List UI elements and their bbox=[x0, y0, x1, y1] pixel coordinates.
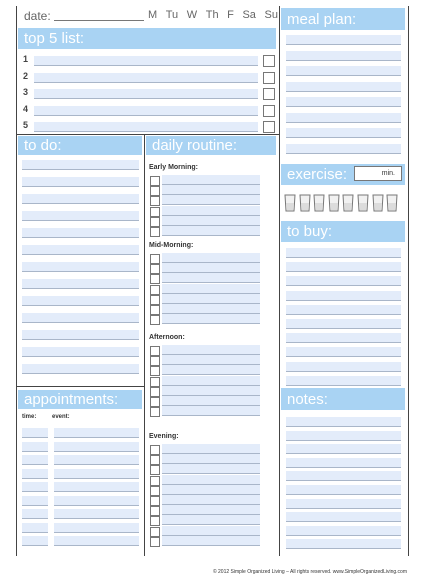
appointments-event-label: event: bbox=[52, 414, 70, 420]
notes-line[interactable] bbox=[286, 499, 401, 509]
routine-line[interactable] bbox=[162, 406, 260, 416]
routine-checkbox[interactable] bbox=[150, 506, 160, 516]
routine-section-label: Early Morning: bbox=[149, 164, 199, 171]
appointment-time-line[interactable] bbox=[22, 509, 48, 519]
routine-header: daily routine: bbox=[146, 136, 276, 155]
appointment-time-line[interactable] bbox=[22, 496, 48, 506]
top5-checkbox[interactable] bbox=[263, 121, 275, 133]
footer-copyright: © 2012 Simple Organized Living – All rights reserved. www.SimpleOrganizedLiving.com bbox=[212, 569, 407, 575]
top5-header: top 5 list: bbox=[18, 28, 276, 49]
routine-line[interactable] bbox=[162, 195, 260, 205]
routine-checkbox[interactable] bbox=[150, 527, 160, 537]
appointment-time-line[interactable] bbox=[22, 523, 48, 533]
routine-line[interactable] bbox=[162, 475, 260, 485]
to-buy-line[interactable] bbox=[286, 319, 401, 329]
appointment-time-line[interactable] bbox=[22, 469, 48, 479]
top5-checkbox[interactable] bbox=[263, 88, 275, 100]
to-buy-line[interactable] bbox=[286, 362, 401, 372]
routine-checkbox[interactable] bbox=[150, 254, 160, 264]
top5-line[interactable] bbox=[34, 56, 258, 66]
day-tuesday[interactable]: Tu bbox=[165, 9, 179, 21]
todo-line[interactable] bbox=[22, 177, 139, 187]
routine-line[interactable] bbox=[162, 396, 260, 406]
routine-checkbox[interactable] bbox=[150, 295, 160, 305]
todo-line[interactable] bbox=[22, 245, 139, 255]
todo-line[interactable] bbox=[22, 296, 139, 306]
appointment-event-line[interactable] bbox=[54, 496, 139, 506]
appointment-event-line[interactable] bbox=[54, 442, 139, 452]
routine-line[interactable] bbox=[162, 185, 260, 195]
meal-plan-line[interactable] bbox=[286, 51, 401, 61]
routine-checkbox[interactable] bbox=[150, 486, 160, 496]
meal-plan-line[interactable] bbox=[286, 97, 401, 107]
top5-bottom-rule bbox=[17, 134, 279, 135]
routine-line[interactable] bbox=[162, 495, 260, 505]
routine-line[interactable] bbox=[162, 536, 260, 546]
appointment-time-line[interactable] bbox=[22, 482, 48, 492]
to-buy-line[interactable] bbox=[286, 248, 401, 258]
routine-checkbox[interactable] bbox=[150, 476, 160, 486]
appointment-event-line[interactable] bbox=[54, 509, 139, 519]
routine-line[interactable] bbox=[162, 485, 260, 495]
routine-checkbox[interactable] bbox=[150, 397, 160, 407]
routine-checkbox[interactable] bbox=[150, 176, 160, 186]
routine-line[interactable] bbox=[162, 365, 260, 375]
water-glass-icon[interactable] bbox=[328, 194, 340, 212]
meal-plan-line[interactable] bbox=[286, 82, 401, 92]
exercise-minutes-field[interactable] bbox=[354, 166, 402, 181]
routine-checkbox[interactable] bbox=[150, 465, 160, 475]
routine-line[interactable] bbox=[162, 376, 260, 386]
water-glass-icon[interactable] bbox=[342, 194, 354, 212]
top5-line[interactable] bbox=[34, 89, 258, 99]
appointment-time-line[interactable] bbox=[22, 455, 48, 465]
meal-plan-line[interactable] bbox=[286, 128, 401, 138]
appointment-time-line[interactable] bbox=[22, 428, 48, 438]
meal-plan-header: meal plan: bbox=[281, 8, 405, 30]
exercise-unit: min. bbox=[381, 170, 395, 177]
routine-checkbox[interactable] bbox=[150, 346, 160, 356]
meal-plan-line[interactable] bbox=[286, 35, 401, 45]
appointment-time-line[interactable] bbox=[22, 442, 48, 452]
routine-checkbox[interactable] bbox=[150, 516, 160, 526]
appointment-event-line[interactable] bbox=[54, 428, 139, 438]
routine-checkbox[interactable] bbox=[150, 445, 160, 455]
top5-line[interactable] bbox=[34, 73, 258, 83]
appointment-event-line[interactable] bbox=[54, 523, 139, 533]
to-buy-header: to buy: bbox=[281, 221, 405, 242]
appointments-time-label: time: bbox=[22, 414, 37, 420]
notes-line[interactable] bbox=[286, 512, 401, 522]
water-glass-icon[interactable] bbox=[372, 194, 384, 212]
water-glass-icon[interactable] bbox=[386, 194, 398, 212]
routine-checkbox[interactable] bbox=[150, 217, 160, 227]
appointment-event-line[interactable] bbox=[54, 536, 139, 546]
routine-section-label: Mid-Morning: bbox=[149, 242, 194, 249]
routine-line[interactable] bbox=[162, 226, 260, 236]
top5-number: 1 bbox=[23, 54, 29, 64]
notes-line[interactable] bbox=[286, 526, 401, 536]
right-column-divider bbox=[279, 6, 280, 556]
notes-line[interactable] bbox=[286, 471, 401, 481]
routine-checkbox[interactable] bbox=[150, 315, 160, 325]
middle-column-divider bbox=[144, 134, 145, 556]
notes-line[interactable] bbox=[286, 431, 401, 441]
routine-line[interactable] bbox=[162, 284, 260, 294]
routine-line[interactable] bbox=[162, 454, 260, 464]
todo-line[interactable] bbox=[22, 194, 139, 204]
routine-line[interactable] bbox=[162, 175, 260, 185]
todo-line[interactable] bbox=[22, 160, 139, 170]
routine-line[interactable] bbox=[162, 263, 260, 273]
day-monday[interactable]: M bbox=[148, 9, 158, 21]
routine-checkbox[interactable] bbox=[150, 305, 160, 315]
appointment-event-line[interactable] bbox=[54, 482, 139, 492]
routine-checkbox[interactable] bbox=[150, 207, 160, 217]
to-buy-line[interactable] bbox=[286, 276, 401, 286]
routine-line[interactable] bbox=[162, 273, 260, 283]
date-field[interactable] bbox=[54, 20, 144, 21]
to-buy-line[interactable] bbox=[286, 305, 401, 315]
routine-line[interactable] bbox=[162, 304, 260, 314]
to-buy-line[interactable] bbox=[286, 347, 401, 357]
notes-line[interactable] bbox=[286, 458, 401, 468]
water-glass-icon[interactable] bbox=[357, 194, 369, 212]
routine-checkbox[interactable] bbox=[150, 264, 160, 274]
notes-line[interactable] bbox=[286, 417, 401, 427]
top5-number: 5 bbox=[23, 120, 29, 130]
top5-checkbox[interactable] bbox=[263, 105, 275, 117]
routine-line[interactable] bbox=[162, 464, 260, 474]
routine-line[interactable] bbox=[162, 515, 260, 525]
top5-checkbox[interactable] bbox=[263, 55, 275, 67]
day-saturday[interactable]: Sa bbox=[242, 9, 256, 21]
routine-checkbox[interactable] bbox=[150, 387, 160, 397]
routine-line[interactable] bbox=[162, 386, 260, 396]
top5-number: 2 bbox=[23, 70, 29, 81]
routine-checkbox[interactable] bbox=[150, 356, 160, 366]
meal-plan-line[interactable] bbox=[286, 66, 401, 76]
meal-plan-line[interactable] bbox=[286, 144, 401, 154]
todo-line[interactable] bbox=[22, 262, 139, 272]
appointments-header: appointments: bbox=[18, 390, 142, 409]
routine-checkbox[interactable] bbox=[150, 537, 160, 547]
notes-line[interactable] bbox=[286, 444, 401, 454]
routine-line[interactable] bbox=[162, 294, 260, 304]
routine-checkbox[interactable] bbox=[150, 366, 160, 376]
date-label: date: bbox=[24, 9, 51, 23]
water-glass-icon[interactable] bbox=[299, 194, 311, 212]
routine-checkbox[interactable] bbox=[150, 377, 160, 387]
day-wednesday[interactable]: W bbox=[186, 9, 198, 21]
routine-section-label: Evening: bbox=[149, 433, 179, 440]
todo-line[interactable] bbox=[22, 211, 139, 221]
routine-checkbox[interactable] bbox=[150, 285, 160, 295]
to-buy-line[interactable] bbox=[286, 291, 401, 301]
routine-checkbox[interactable] bbox=[150, 274, 160, 284]
water-glass-icon[interactable] bbox=[284, 194, 296, 212]
todo-line[interactable] bbox=[22, 228, 139, 238]
todo-line[interactable] bbox=[22, 364, 139, 374]
routine-line[interactable] bbox=[162, 206, 260, 216]
routine-checkbox[interactable] bbox=[150, 186, 160, 196]
routine-line[interactable] bbox=[162, 216, 260, 226]
top5-number: 3 bbox=[23, 87, 29, 97]
top5-line[interactable] bbox=[34, 122, 258, 132]
todo-line[interactable] bbox=[22, 279, 139, 289]
notes-line[interactable] bbox=[286, 539, 401, 549]
exercise-header: exercise: bbox=[281, 164, 405, 185]
day-thursday[interactable]: Th bbox=[205, 9, 219, 21]
to-buy-line[interactable] bbox=[286, 333, 401, 343]
todo-header: to do: bbox=[18, 136, 142, 155]
appointment-event-line[interactable] bbox=[54, 469, 139, 479]
notes-header: notes: bbox=[281, 388, 405, 410]
routine-line[interactable] bbox=[162, 345, 260, 355]
todo-line[interactable] bbox=[22, 330, 139, 340]
top5-line[interactable] bbox=[34, 106, 258, 116]
appointment-event-line[interactable] bbox=[54, 455, 139, 465]
weekday-row bbox=[148, 9, 278, 21]
appointment-time-line[interactable] bbox=[22, 536, 48, 546]
routine-line[interactable] bbox=[162, 253, 260, 263]
routine-checkbox[interactable] bbox=[150, 455, 160, 465]
todo-line[interactable] bbox=[22, 347, 139, 357]
routine-line[interactable] bbox=[162, 314, 260, 324]
routine-line[interactable] bbox=[162, 444, 260, 454]
appointments-top-rule bbox=[17, 386, 144, 387]
meal-plan-line[interactable] bbox=[286, 113, 401, 123]
water-glass-icon[interactable] bbox=[313, 194, 325, 212]
routine-section-label: Afternoon: bbox=[149, 334, 185, 341]
notes-line[interactable] bbox=[286, 485, 401, 495]
routine-checkbox[interactable] bbox=[150, 496, 160, 506]
day-sunday[interactable]: Su bbox=[264, 9, 278, 21]
routine-checkbox[interactable] bbox=[150, 407, 160, 417]
to-buy-line[interactable] bbox=[286, 376, 401, 386]
to-buy-line[interactable] bbox=[286, 262, 401, 272]
routine-checkbox[interactable] bbox=[150, 196, 160, 206]
day-friday[interactable]: F bbox=[227, 9, 234, 21]
top5-checkbox[interactable] bbox=[263, 72, 275, 84]
routine-checkbox[interactable] bbox=[150, 227, 160, 237]
top5-number: 4 bbox=[23, 103, 29, 114]
routine-line[interactable] bbox=[162, 526, 260, 536]
routine-line[interactable] bbox=[162, 355, 260, 365]
todo-line[interactable] bbox=[22, 313, 139, 323]
routine-line[interactable] bbox=[162, 505, 260, 515]
